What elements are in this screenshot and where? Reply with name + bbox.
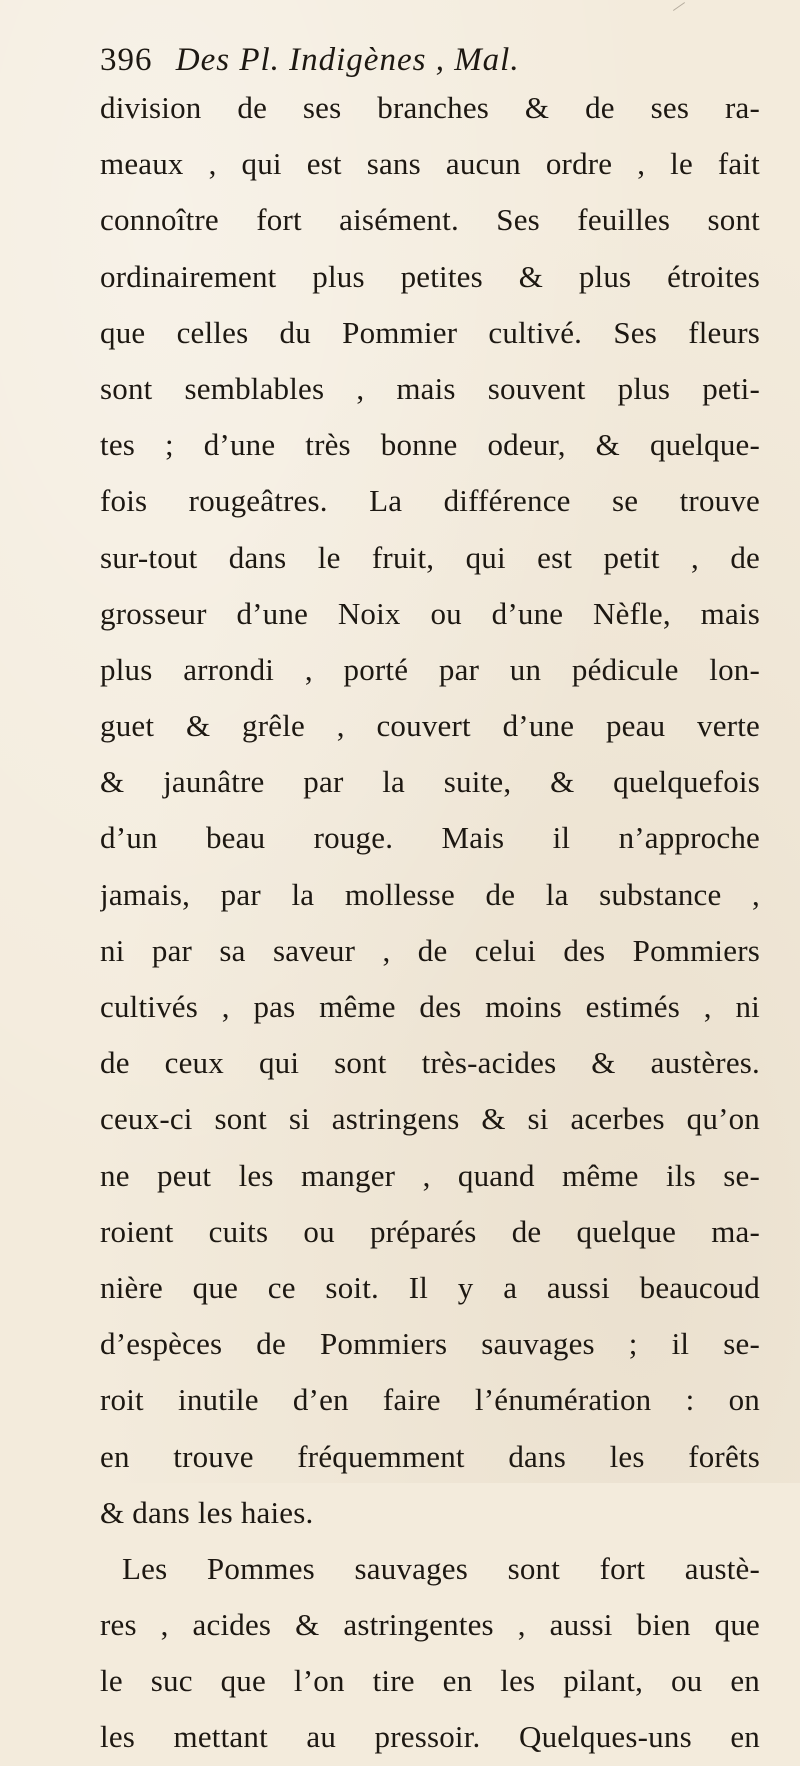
- text-line: nière que ce soit. Il y a aussi beaucoud: [100, 1269, 760, 1305]
- text-line: meaux , qui est sans aucun ordre , le fait: [100, 146, 760, 182]
- text-line: tes ; d’une très bonne odeur, & quelque-: [100, 427, 760, 463]
- text-line: les mettant au pressoir. Quelques-uns en: [100, 1719, 760, 1755]
- text-line: ceux-ci sont si astringens & si acerbes qu’on: [100, 1101, 760, 1137]
- text-line: d’espèces de Pommiers sauvages ; il se-: [100, 1326, 760, 1362]
- text-line: fois rougeâtres. La différence se trouve: [100, 483, 760, 519]
- text-line: plus arrondi , porté par un pédicule lon-: [100, 651, 760, 687]
- running-head: Des Pl. Indigènes , Mal.: [175, 42, 520, 78]
- text-line: d’un beau rouge. Mais il n’approche: [100, 820, 760, 856]
- text-line: guet & grêle , couvert d’une peau verte: [100, 708, 760, 744]
- text-line: que celles du Pommier cultivé. Ses fleurs: [100, 314, 760, 350]
- text-line: Les Pommes sauvages sont fort austè-: [122, 1550, 760, 1586]
- text-line: ni par sa saveur , de celui des Pommiers: [100, 932, 760, 968]
- text-line: grosseur d’une Noix ou d’une Nèfle, mais: [100, 595, 760, 631]
- text-line: roient cuits ou préparés de quelque ma-: [100, 1213, 760, 1249]
- text-line: en trouve fréquemment dans les forêts: [100, 1438, 760, 1474]
- text-line: & jaunâtre par la suite, & quelquefois: [100, 764, 760, 800]
- text-line: ordinairement plus petites & plus étroites: [100, 258, 760, 294]
- text-line: roit inutile d’en faire l’énumération : on: [100, 1382, 760, 1418]
- text-line: cultivés , pas même des moins estimés , ni: [100, 989, 760, 1024]
- text-line: connoître fort aisément. Ses feuilles sont: [100, 202, 760, 238]
- text-line: & dans les haies.: [100, 1494, 314, 1530]
- text-line: ne peut les manger , quand même ils se-: [100, 1157, 760, 1193]
- print-mark: [673, 2, 685, 11]
- text-line: division de ses branches & de ses ra-: [100, 90, 760, 125]
- text-line: le suc que l’on tire en les pilant, ou en: [100, 1663, 760, 1699]
- text-line: res , acides & astringentes , aussi bien que: [100, 1607, 760, 1643]
- text-line: sont semblables , mais souvent plus peti-: [100, 370, 760, 406]
- body-text: [100, 80, 760, 1766]
- page-number: 396: [100, 42, 153, 78]
- text-line: jamais, par la mollesse de la substance ,: [100, 876, 760, 912]
- text-line: sur-tout dans le fruit, qui est petit , de: [100, 539, 760, 575]
- text-line: de ceux qui sont très-acides & austères.: [100, 1045, 760, 1081]
